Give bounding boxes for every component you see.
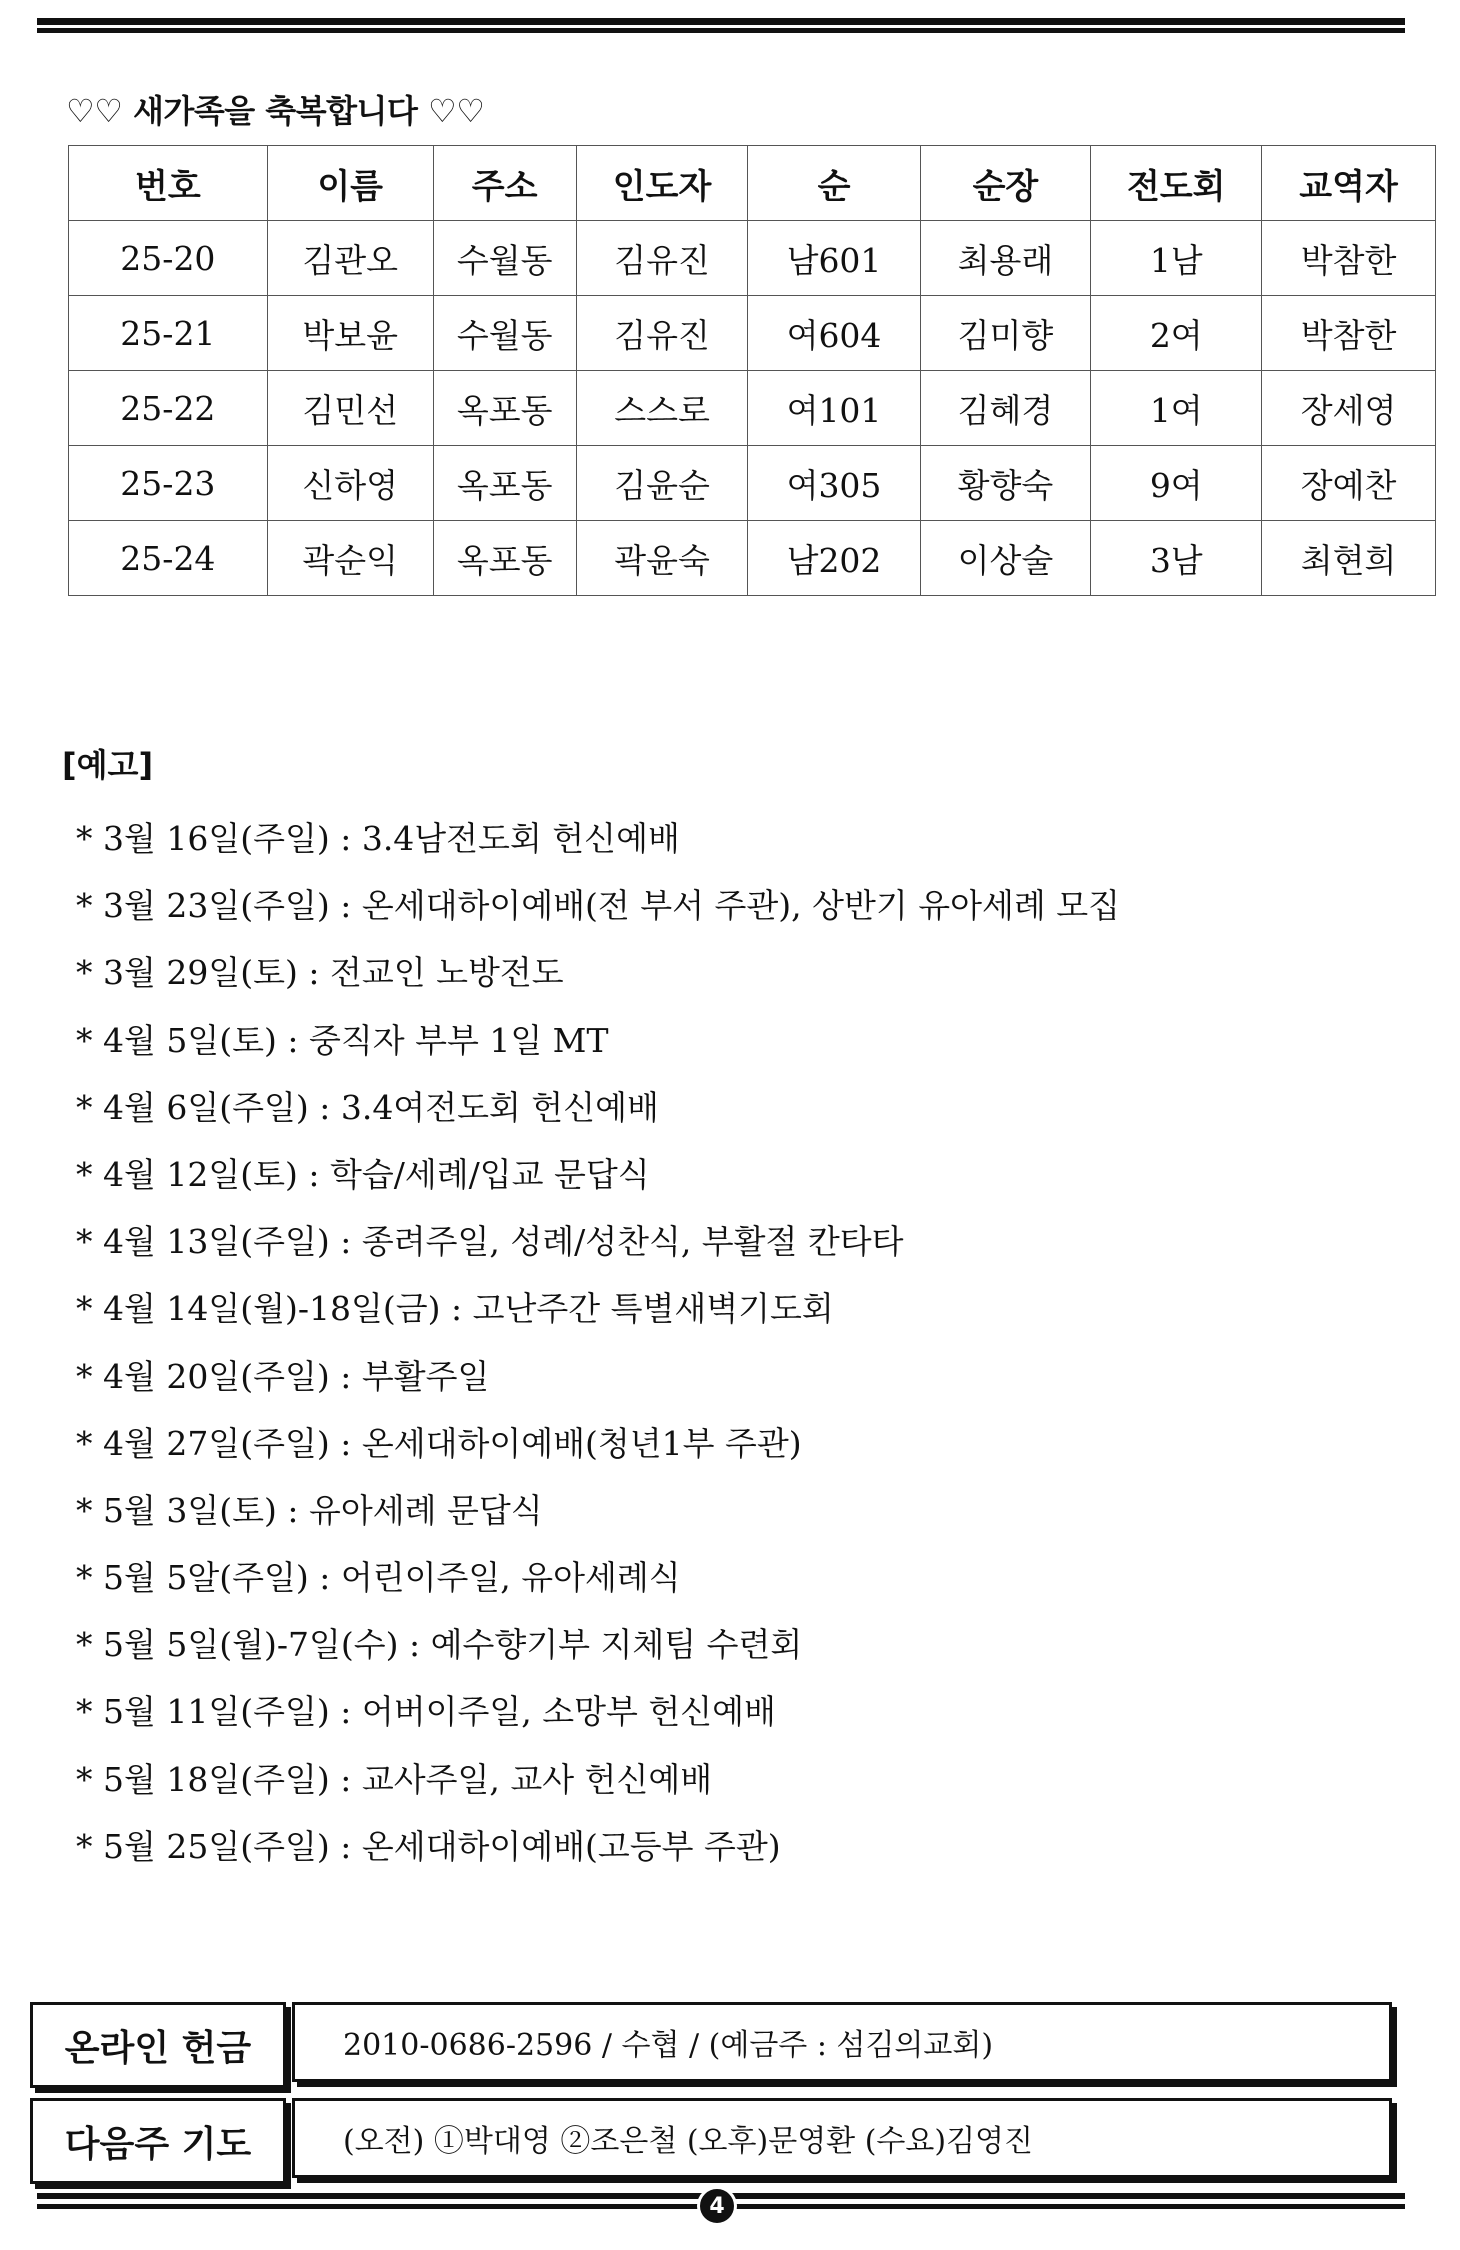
cell-group-leader: 이상술 — [920, 521, 1091, 596]
notice-item: * 4월 13일(주일) : 종려주일, 성례/성찬식, 부활절 칸타타 — [76, 1222, 904, 1262]
cell-pastor: 장예찬 — [1262, 446, 1436, 521]
cell-name: 곽순익 — [267, 521, 433, 596]
online-offering-account: 2010-0686-2596 / 수협 / (예금주 : 섬김의교회) — [292, 2002, 1392, 2082]
notice-item: * 3월 29일(토) : 전교인 노방전도 — [76, 953, 564, 993]
cell-address: 옥포동 — [433, 521, 576, 596]
cell-pastor: 박참한 — [1262, 296, 1436, 371]
cell-group: 여305 — [748, 446, 920, 521]
col-header-mission-society: 전도회 — [1091, 146, 1262, 221]
notice-item: * 4월 20일(주일) : 부활주일 — [76, 1356, 490, 1396]
online-offering-row — [30, 2002, 1405, 2090]
cell-group: 여101 — [748, 371, 920, 446]
cell-group: 남202 — [748, 521, 920, 596]
cell-group-leader: 최용래 — [920, 221, 1091, 296]
notice-item: * 5월 3일(토) : 유아세례 문답식 — [76, 1490, 543, 1530]
cell-group-leader: 김혜경 — [920, 371, 1091, 446]
notice-item: * 5월 25일(주일) : 온세대하이예배(고등부 주관) — [76, 1826, 781, 1866]
table-row — [69, 521, 1436, 596]
cell-number: 25-21 — [69, 296, 268, 371]
page-number-badge: 4 — [697, 2186, 737, 2226]
cell-guide: 곽윤숙 — [576, 521, 748, 596]
online-offering-label: 온라인 헌금 — [30, 2002, 286, 2088]
notice-item: * 5월 18일(주일) : 교사주일, 교사 헌신예배 — [76, 1759, 713, 1799]
cell-name: 신하영 — [267, 446, 433, 521]
col-header-group-leader: 순장 — [920, 146, 1091, 221]
cell-group-leader: 황향숙 — [920, 446, 1091, 521]
cell-group: 남601 — [748, 221, 920, 296]
cell-mission-society: 9여 — [1091, 446, 1262, 521]
cell-guide: 김유진 — [576, 221, 748, 296]
cell-mission-society: 3남 — [1091, 521, 1262, 596]
cell-pastor: 장세영 — [1262, 371, 1436, 446]
cell-pastor: 박참한 — [1262, 221, 1436, 296]
next-week-prayer-label: 다음주 기도 — [30, 2098, 286, 2184]
notice-item: * 4월 6일(주일) : 3.4여전도회 헌신예배 — [76, 1087, 659, 1127]
col-header-group: 순 — [748, 146, 920, 221]
cell-number: 25-23 — [69, 446, 268, 521]
col-header-address: 주소 — [433, 146, 576, 221]
col-header-guide: 인도자 — [576, 146, 748, 221]
cell-guide: 김유진 — [576, 296, 748, 371]
table-header-row — [69, 146, 1436, 221]
notices-title: [예고] — [62, 746, 154, 784]
table-row — [69, 221, 1436, 296]
cell-mission-society: 1남 — [1091, 221, 1262, 296]
col-header-number: 번호 — [69, 146, 268, 221]
cell-address: 옥포동 — [433, 446, 576, 521]
notice-item: * 4월 12일(토) : 학습/세례/입교 문답식 — [76, 1154, 650, 1194]
notice-item: * 5월 5알(주일) : 어린이주일, 유아세례식 — [76, 1558, 681, 1598]
cell-guide: 김윤순 — [576, 446, 748, 521]
cell-mission-society: 2여 — [1091, 296, 1262, 371]
notice-item: * 5월 5일(월)-7일(수) : 예수향기부 지체팀 수련회 — [76, 1625, 803, 1665]
cell-name: 김관오 — [267, 221, 433, 296]
cell-name: 박보윤 — [267, 296, 433, 371]
cell-mission-society: 1여 — [1091, 371, 1262, 446]
top-rule — [37, 18, 1405, 25]
cell-guide: 스스로 — [576, 371, 748, 446]
col-header-name: 이름 — [267, 146, 433, 221]
notice-item: * 4월 27일(주일) : 온세대하이예배(청년1부 주관) — [76, 1423, 802, 1463]
notice-item: * 4월 5일(토) : 중직자 부부 1일 MT — [76, 1020, 609, 1060]
notice-item: * 3월 16일(주일) : 3.4남전도회 헌신예배 — [76, 819, 680, 858]
table-row — [69, 371, 1436, 446]
col-header-pastor: 교역자 — [1262, 146, 1436, 221]
notice-item: * 3월 23일(주일) : 온세대하이예배(전 부서 주관), 상반기 유아세례 모집 — [76, 886, 1120, 926]
next-week-prayer-row — [30, 2098, 1405, 2186]
cell-group: 여604 — [748, 296, 920, 371]
cell-name: 김민선 — [267, 371, 433, 446]
notice-item: * 5월 11일(주일) : 어버이주일, 소망부 헌신예배 — [76, 1692, 776, 1732]
cell-number: 25-20 — [69, 221, 268, 296]
table-row — [69, 446, 1436, 521]
next-week-prayer-names: (오전) ①박대영 ②조은철 (오후)문영환 (수요)김영진 — [292, 2098, 1392, 2178]
cell-address: 수월동 — [433, 221, 576, 296]
notice-item: * 4월 14일(월)-18일(금) : 고난주간 특별새벽기도회 — [76, 1289, 834, 1329]
cell-address: 수월동 — [433, 296, 576, 371]
cell-number: 25-24 — [69, 521, 268, 596]
cell-pastor: 최현희 — [1262, 521, 1436, 596]
cell-number: 25-22 — [69, 371, 268, 446]
new-family-table — [68, 145, 1436, 596]
cell-group-leader: 김미향 — [920, 296, 1091, 371]
notices-list — [76, 805, 1120, 1880]
cell-address: 옥포동 — [433, 371, 576, 446]
new-family-heading: ♡♡ 새가족을 축복합니다 ♡♡ — [66, 92, 485, 130]
top-rule-secondary — [37, 28, 1405, 33]
table-row — [69, 296, 1436, 371]
